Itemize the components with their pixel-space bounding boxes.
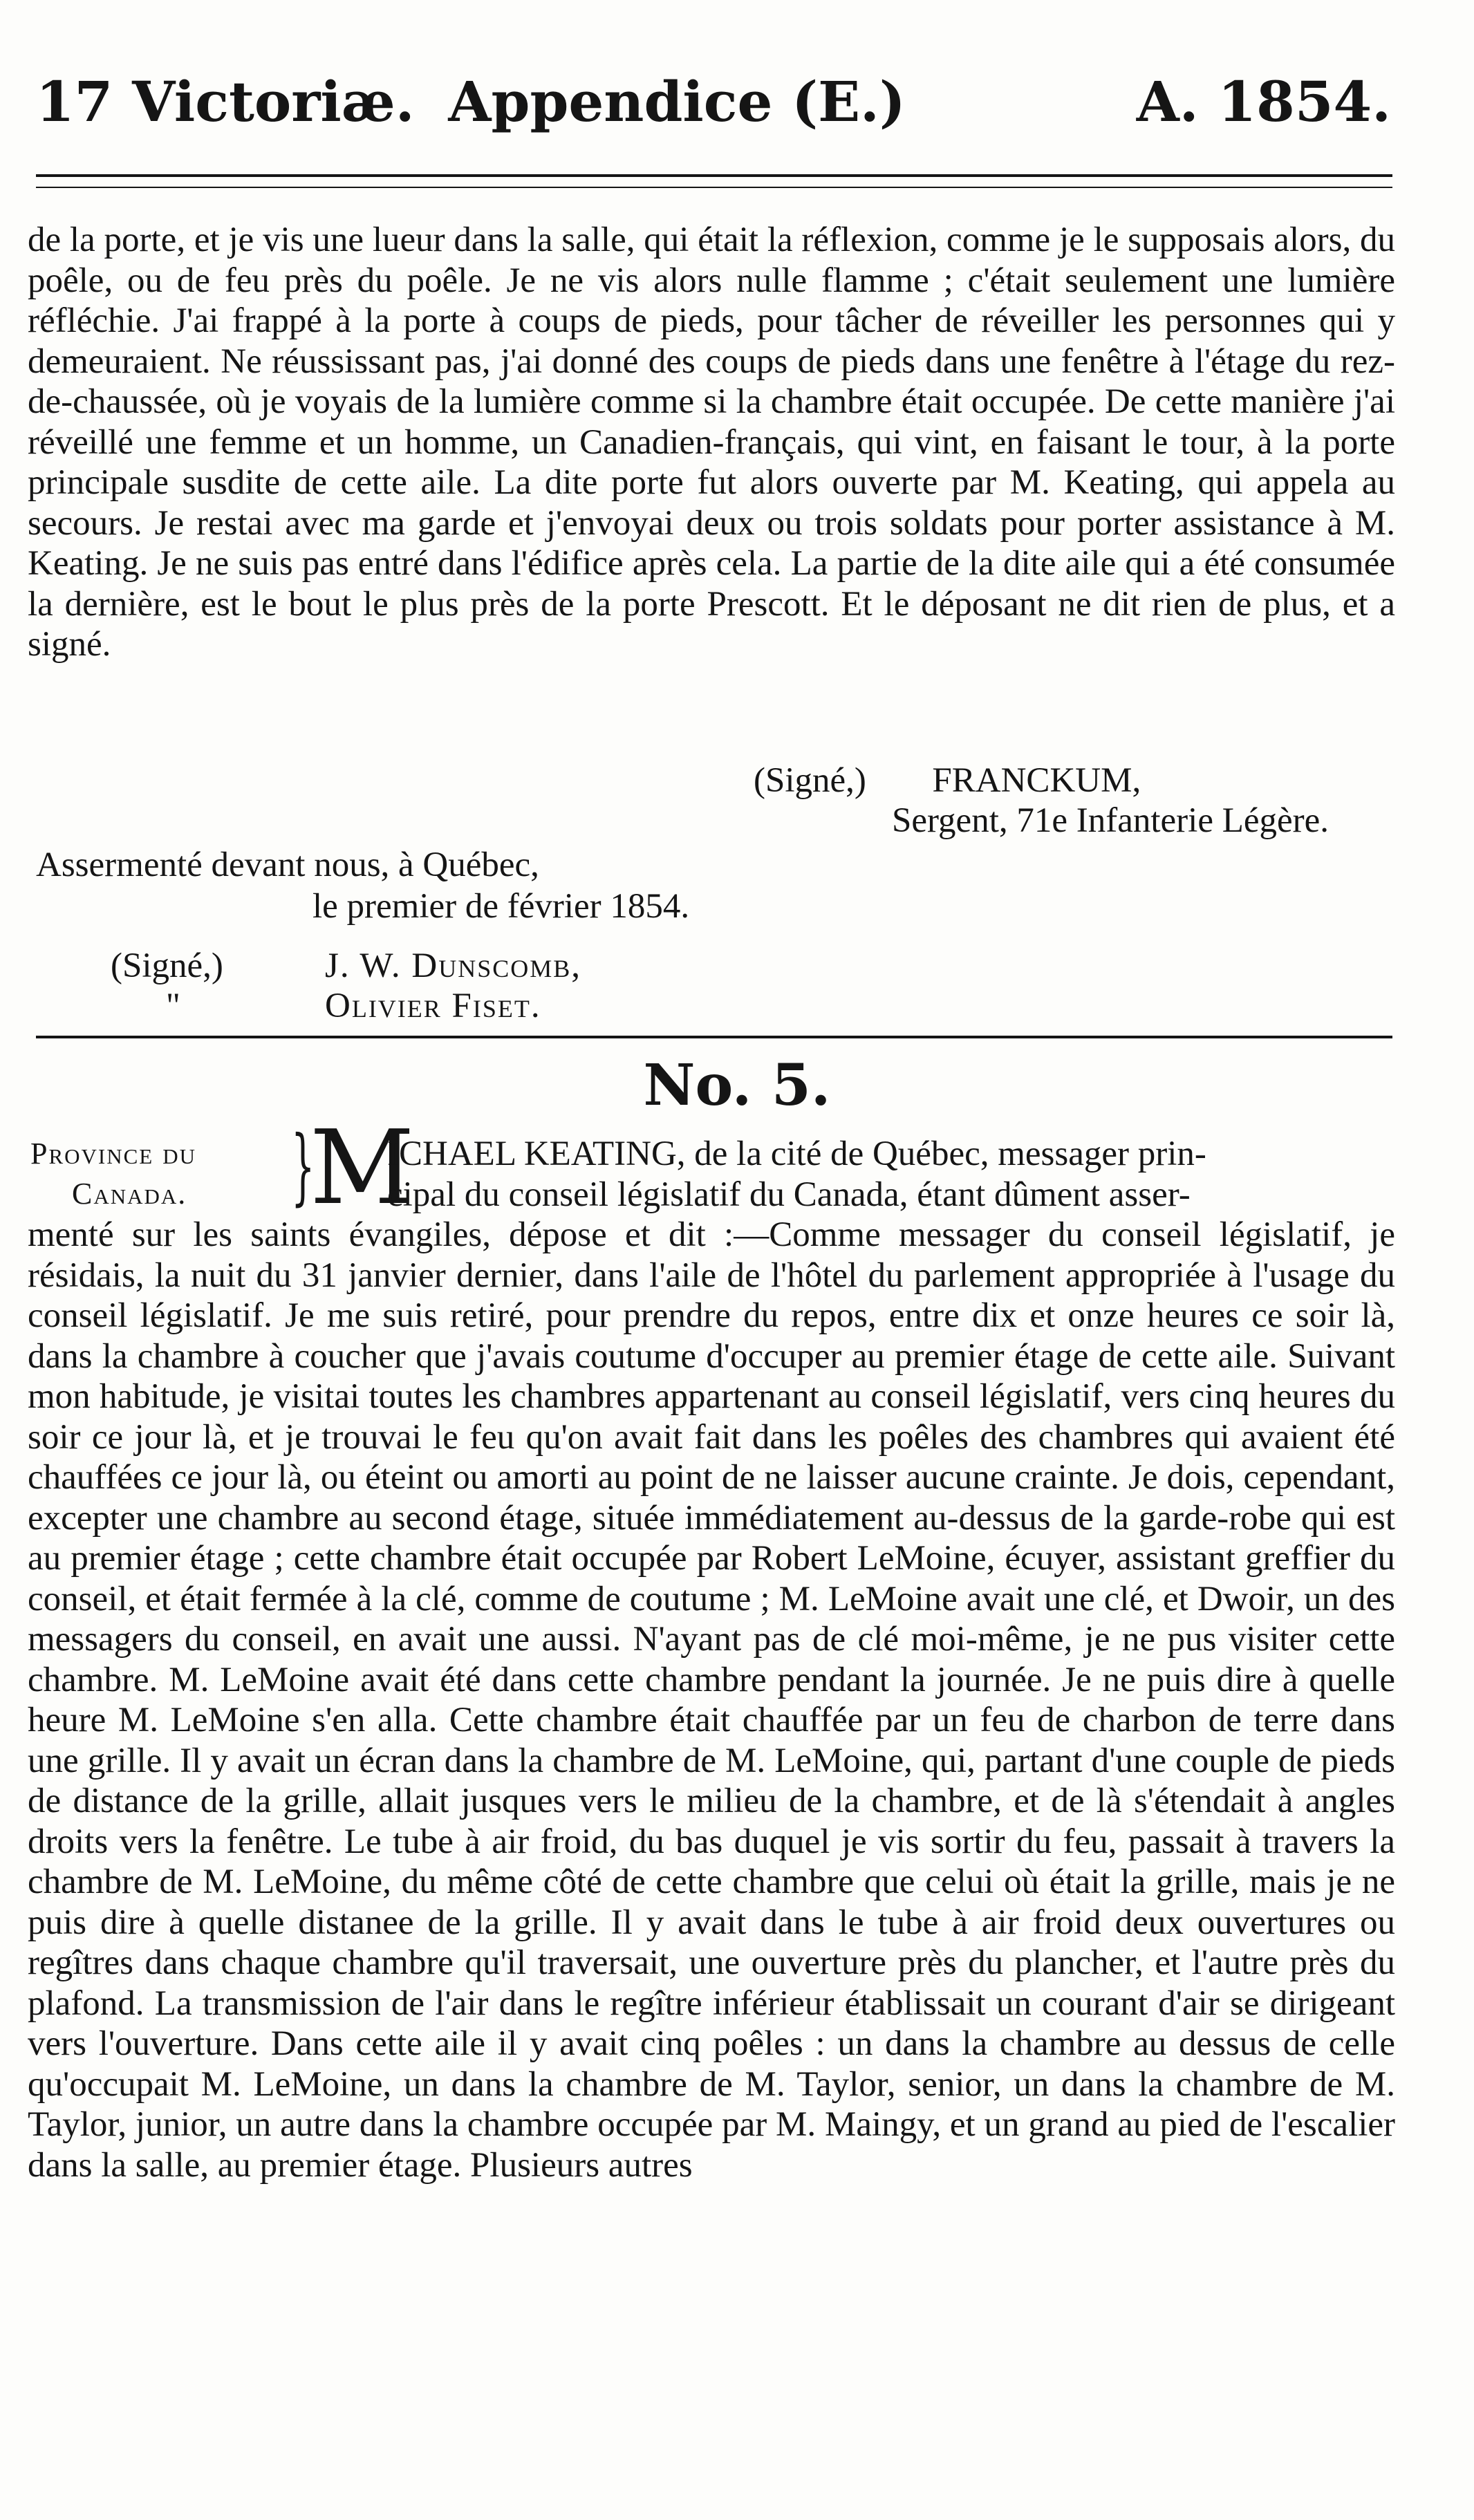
intro-line-2: cipal du conseil législatif du Canada, étant dûment asser- xyxy=(387,1175,1191,1214)
deposition-paragraph: menté sur les saints évangiles, dépose et dit :—Comme messager du conseil législatif, je résidais, la nuit du 31 janvier dernier, dans l'aile de l'hôtel du parlement appropriée à l'usage du conseil législatif. Je me suis retiré, pour prendre du repos, entre dix et onze heures ce soir là, dans la chambre à coucher que j'avais coutume d'occuper au premier étage de cette aile. Suivant mon habitude, je visitai toutes les chambres appartenant au conseil législatif, vers cinq heures du soir ce jour là, et je trouvai le feu qu'on avait fait dans les poêles des chambres qui avaient été chauffées ce jour là, ou éteint ou amorti au point de ne laisser aucune crainte. Je dois, cependant, excepter une chambre au second étage, située immédiatement au-dessus de la garde-robe qui est au premier étage ; cette chambre était occupée par Robert LeMoine, écuyer, assistant greffier du conseil, et était fermée à la clé, comme de coutume ; M. LeMoine avait une clé, et Dwoir, un des messagers du conseil, en avait une aussi. N'ayant pas de clé moi-même, je ne pus visiter cette chambre. M. LeMoine avait été dans cette chambre pendant la journée. Je ne puis dire à quelle heure M. LeMoine s'en alla. Cette chambre était chauffée par un feu de charbon de terre dans une grille. Il y avait un écran dans la chambre de M. LeMoine, qui, partant d'une couple de pieds de distance de la grille, allait jusques vers le milieu de la chambre, et de là s'étendait à angles droits vers la fenêtre. Le tube à air froid, du bas duquel je vis sortir du feu, passait à travers la chambre de M. LeMoine, du même côté de cette chambre que celui où était la grille, mais je ne puis dire à quelle distanee de la grille. Il y avait dans le tube à air froid deux ouvertures ou regîtres dans chaque chambre qu'il traversait, une ouverture près du plancher, et l'autre près du plafond. La transmission de l'air dans le regître inférieur établissait un courant d'air se dirigeant vers l'ouverture. Dans cette aile il y avait cinq poêles : un dans la chambre au dessus de celle qu'occupait M. LeMoine, un dans la chambre de M. Taylor, senior, un dans la chambre de M. Taylor, junior, un autre dans la chambre occupée par M. Maingy, et un grand au pied de l'escalier dans la salle, au premier étage. Plusieurs autres xyxy=(28,1215,1395,2185)
section-title: No. 5. xyxy=(643,1052,831,1119)
margin-note-line-1: Province du xyxy=(30,1137,197,1170)
header-appendix: Appendice (E.) xyxy=(448,69,906,134)
signatory-title: Sergent, 71e Infanterie Légère. xyxy=(892,801,1329,840)
ditto-mark: " xyxy=(166,987,180,1025)
deposition-intro xyxy=(387,1134,1395,1215)
margin-note-line-2: Canada. xyxy=(72,1177,187,1211)
signed-label: (Signé,) xyxy=(754,761,866,800)
intro-line-1: ICHAEL KEATING, de la cité de Québec, messager prin- xyxy=(387,1135,1206,1173)
sworn-line-2: le premier de février 1854. xyxy=(312,887,690,926)
sworn-line-1: Assermenté devant nous, à Québec, xyxy=(36,846,539,884)
drop-cap: M xyxy=(310,1108,415,1227)
section-divider xyxy=(36,1036,1392,1038)
signature-line xyxy=(754,760,1141,801)
deposition-body xyxy=(28,1215,1395,2185)
header-year: A. 1854. xyxy=(1136,69,1391,134)
signatory-name: FRANCKUM, xyxy=(932,761,1141,800)
brace-glyph: } xyxy=(290,1119,315,1215)
header-session: 17 Victoriæ. xyxy=(36,69,415,134)
witness-name-2: Olivier Fiset. xyxy=(325,987,541,1025)
continued-deposition xyxy=(28,220,1395,665)
witness-name-1: J. W. Dunscomb, xyxy=(325,946,582,985)
witness-signed-label: (Signé,) xyxy=(111,946,223,985)
page-header xyxy=(36,64,1391,140)
margin-note xyxy=(30,1134,321,1214)
header-double-rule xyxy=(36,174,1392,188)
continued-paragraph: de la porte, et je vis une lueur dans la salle, qui était la réflexion, comme je le supposais alors, du poêle, ou de feu près du poêle. Je ne vis alors nulle flamme ; c'était seulement une lumière réfléchie. J'ai frappé à la porte à coups de pieds, pour tâcher de réveiller les personnes qui y demeuraient. Ne réussissant pas, j'ai donné des coups de pieds dans une fenêtre à l'étage du rez-de-chaussée, où je voyais de la lumière comme si la chambre était occupée. De cette manière j'ai réveillé une femme et un homme, un Canadien-français, qui vint, en faisant le tour, à la porte principale susdite de cette aile. La dite porte fut alors ouverte par M. Keating, qui appela au secours. Je restai avec ma garde et j'envoyai deux ou trois soldats pour porter assistance à M. Keating. Je ne suis pas entré dans l'édifice après cela. La partie de la dite aile qui a été consumée la dernière, est le bout le plus près de la porte Prescott. Et le déposant ne dit rien de plus, et a signé. xyxy=(28,221,1395,664)
